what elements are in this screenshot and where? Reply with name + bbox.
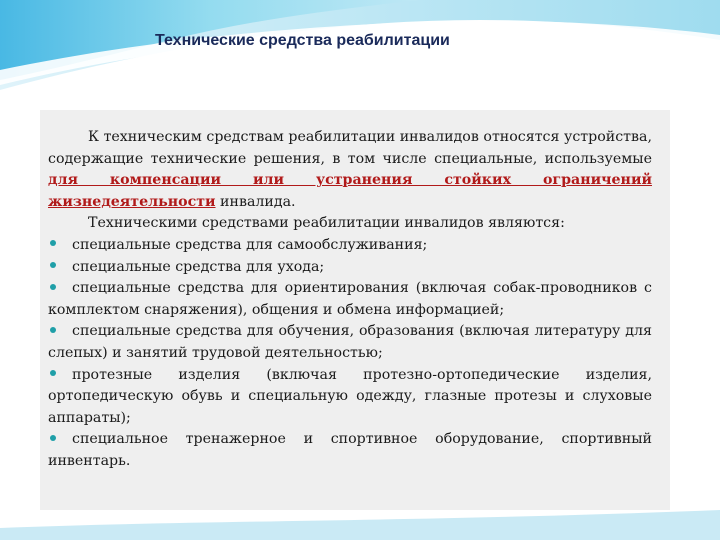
list-item	[48, 429, 652, 472]
list-item-text: специальные средства для ориентирования (включая собак-проводников с комплектом снаряжения), общения и обмена информацией;	[48, 280, 652, 318]
list-item	[48, 257, 652, 279]
bullet-icon	[50, 370, 56, 376]
list-item	[48, 321, 652, 364]
list-item-text: специальное тренажерное и спортивное оборудование, спортивный инвентарь.	[48, 431, 652, 469]
page-title: Технические средства реабилитации	[155, 32, 450, 49]
lead-sentence: Техническими средствами реабилитации инвалидов являются:	[88, 215, 565, 232]
slide-body	[48, 127, 652, 473]
list-item	[48, 235, 652, 257]
list-item-text: специальные средства для ухода;	[72, 258, 325, 275]
intro-paragraph	[48, 127, 652, 213]
bullet-icon	[50, 240, 56, 246]
list-item	[48, 365, 652, 430]
bullet-icon	[50, 284, 56, 290]
intro-text-after: инвалида.	[215, 193, 296, 210]
list-item-text: протезные изделия (включая протезно-ортопедические изделия, ортопедическую обувь и специальную одежду, глазные протезы и слуховые аппараты);	[48, 366, 652, 426]
list-item-text: специальные средства для обучения, образования (включая литературу для слепых) и занятий трудовой деятельностью;	[48, 323, 652, 361]
tsr-list	[48, 235, 652, 473]
list-item	[48, 278, 652, 321]
bullet-icon	[50, 435, 56, 441]
bullet-icon	[50, 262, 56, 268]
intro-text-before: К техническим средствам реабилитации инвалидов относятся устройства, содержащие технические решения, в том числе специальные, используемые	[48, 129, 652, 167]
list-item-text: специальные средства для самообслуживания;	[72, 236, 428, 253]
bullet-icon	[50, 327, 56, 333]
intro-highlight: для компенсации или устранения стойких ограничений жизнедеятельности	[48, 172, 652, 210]
